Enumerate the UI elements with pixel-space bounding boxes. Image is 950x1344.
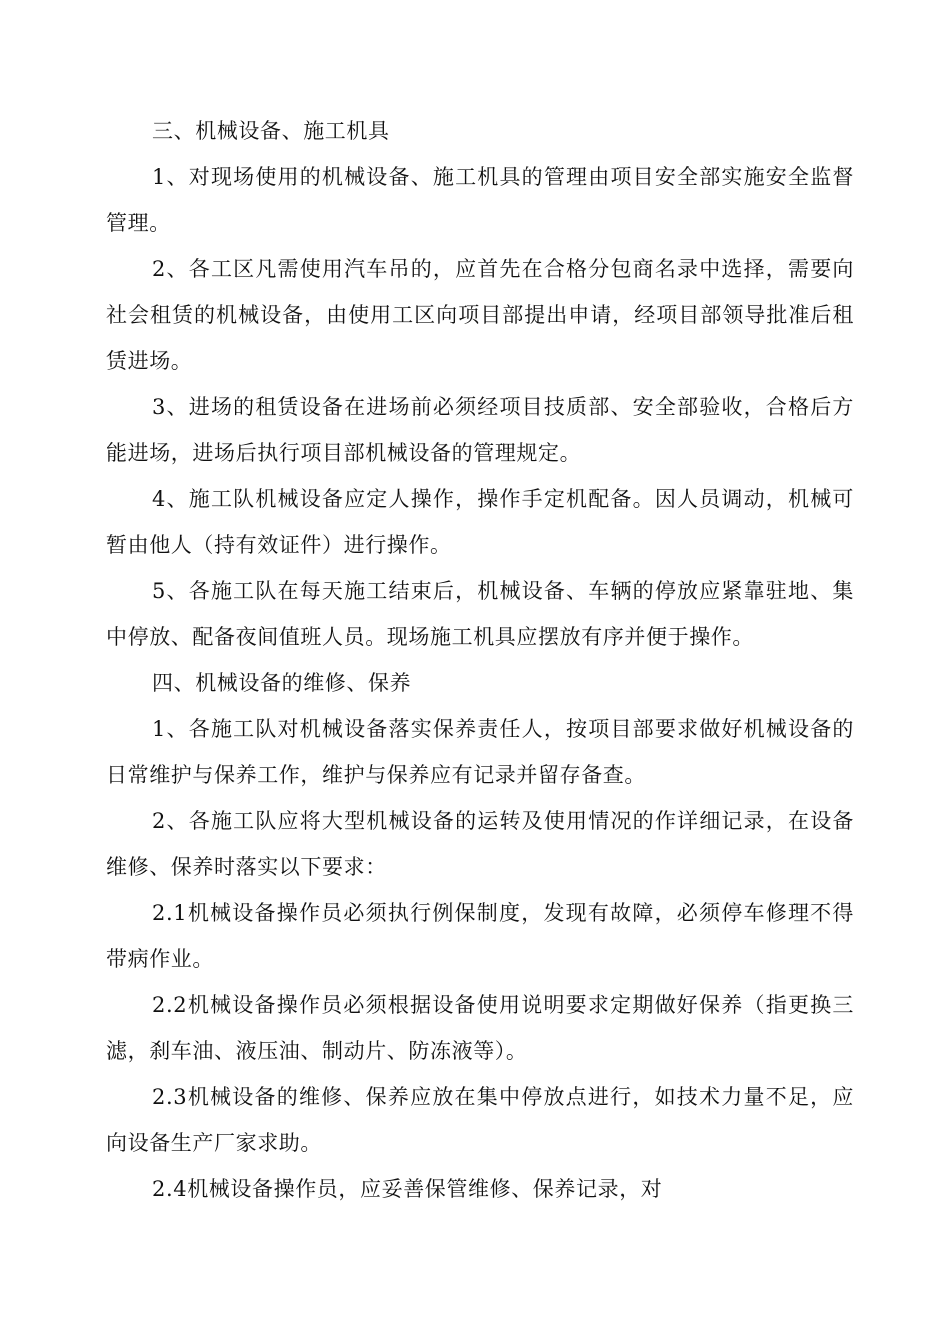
paragraph-maint-2-2: 2.2机械设备操作员必须根据设备使用说明要求定期做好保养（指更换三滤，刹车油、液压油、制动片、防冻液等）。 [106, 993, 854, 1063]
section-heading-maintenance: 四、机械设备的维修、保养 [152, 671, 412, 695]
paragraph-maint-2: 2、各施工队应将大型机械设备的运转及使用情况的作详细记录，在设备维修、保养时落实以下要求： [106, 809, 854, 879]
paragraph-item-2: 2、各工区凡需使用汽车吊的，应首先在合格分包商名录中选择，需要向社会租赁的机械设备，由使用工区向项目部提出申请，经项目部领导批准后租赁进场。 [106, 257, 854, 373]
paragraph-maint-1: 1、各施工队对机械设备落实保养责任人，按项目部要求做好机械设备的日常维护与保养工作，维护与保养应有记录并留存备查。 [106, 717, 854, 787]
paragraph-maint-2-1: 2.1机械设备操作员必须执行例保制度，发现有故障，必须停车修理不得带病作业。 [106, 901, 854, 971]
paragraph-item-3: 3、进场的租赁设备在进场前必须经项目技质部、安全部验收，合格后方能进场，进场后执行项目部机械设备的管理规定。 [106, 395, 854, 465]
document-body [106, 108, 854, 1212]
paragraph-maint-2-3: 2.3机械设备的维修、保养应放在集中停放点进行，如技术力量不足，应向设备生产厂家求助。 [106, 1085, 854, 1155]
paragraph-maint-2-4: 2.4机械设备操作员，应妥善保管维修、保养记录，对 [152, 1177, 663, 1201]
paragraph-item-5: 5、各施工队在每天施工结束后，机械设备、车辆的停放应紧靠驻地、集中停放、配备夜间值班人员。现场施工机具应摆放有序并便于操作。 [106, 579, 854, 649]
paragraph-item-1: 1、对现场使用的机械设备、施工机具的管理由项目安全部实施安全监督管理。 [106, 165, 854, 235]
section-heading-machinery: 三、机械设备、施工机具 [152, 119, 390, 143]
paragraph-item-4: 4、施工队机械设备应定人操作，操作手定机配备。因人员调动，机械可暂由他人（持有效证件）进行操作。 [106, 487, 854, 557]
